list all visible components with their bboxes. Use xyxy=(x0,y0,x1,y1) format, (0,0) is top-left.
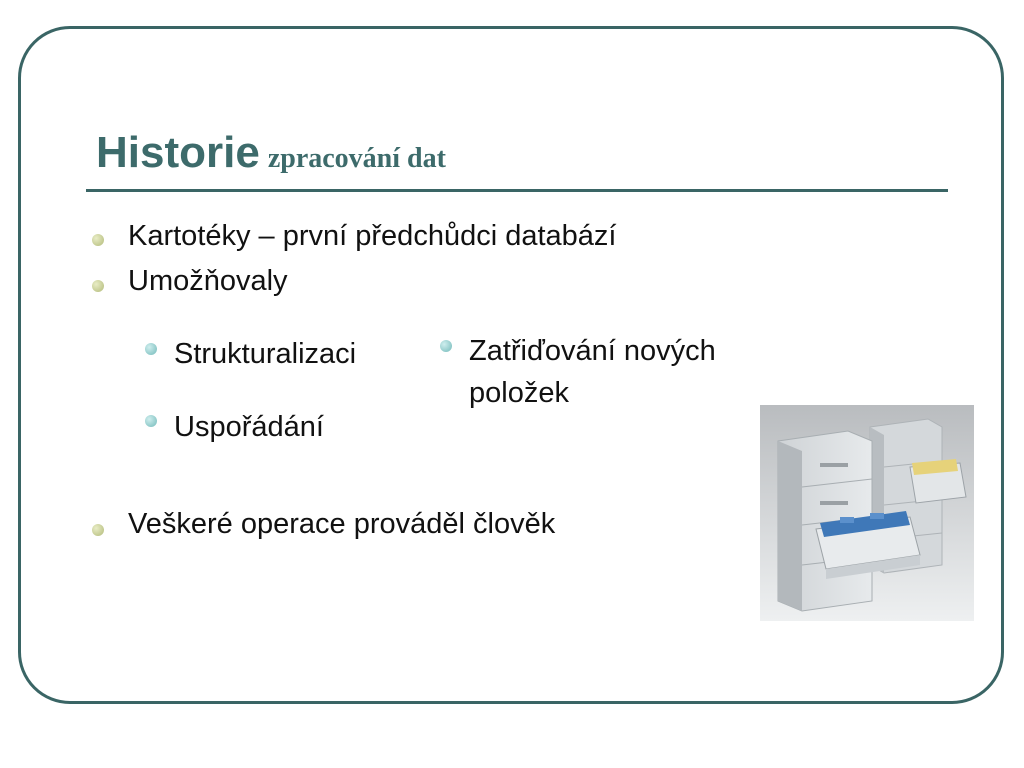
slide-title xyxy=(96,128,446,178)
bullet-item: Veškeré operace prováděl člověk xyxy=(128,508,556,540)
sub-bullet-dot-icon xyxy=(145,415,157,427)
title-main: Historie xyxy=(96,128,260,177)
sub-bullet-item: Uspořádání xyxy=(174,411,324,443)
filing-cabinet-photo xyxy=(760,405,974,621)
bullet-dot-icon xyxy=(92,524,104,536)
bullet-item: Kartotéky – první předchůdci databází xyxy=(128,220,617,252)
sub-bullet-dot-icon xyxy=(440,340,452,352)
sub-bullet-dot-icon xyxy=(145,343,157,355)
title-divider xyxy=(86,189,948,192)
sub-bullet-item: Strukturalizaci xyxy=(174,338,357,370)
bullet-item: Umožňovaly xyxy=(128,265,288,297)
bullet-dot-icon xyxy=(92,280,104,292)
title-sub: zpracování dat xyxy=(267,143,446,174)
sub-bullet-item: Zatřiďování nových položek xyxy=(469,335,716,409)
bullet-dot-icon xyxy=(92,234,104,246)
